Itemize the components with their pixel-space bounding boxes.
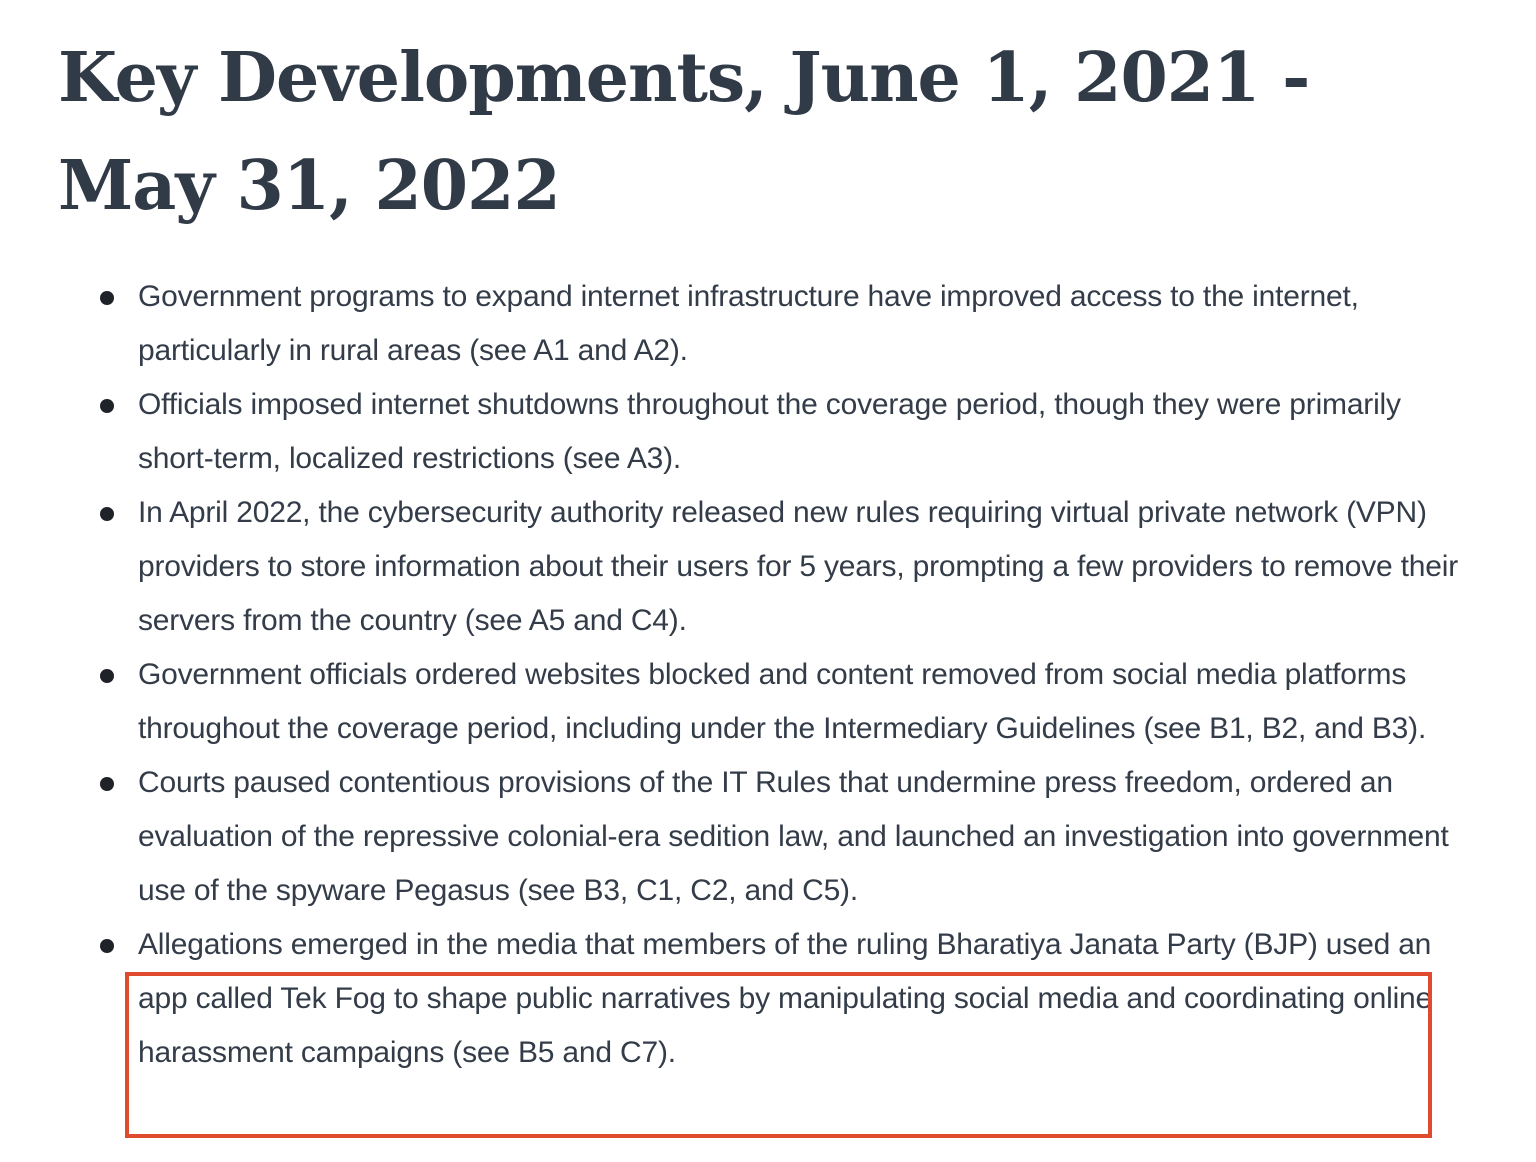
bullet-icon (100, 291, 114, 305)
list-item-text: Government programs to expand internet infrastructure have improved access to the internet, particularly in rural areas (see A1 and A2). (138, 280, 1359, 367)
list-item (58, 486, 1478, 648)
list-item (58, 270, 1478, 378)
page-title: Key Developments, June 1, 2021 - May 31, 2022 (58, 38, 1310, 226)
list-item-text: Allegations emerged in the media that members of the ruling Bharatiya Janata Party (BJP) used an app called Tek Fog to shape public narratives by manipulating social media and coordinating online harassment campaigns (see B5 and C7). (138, 928, 1432, 1069)
key-developments-list (58, 270, 1478, 1080)
list-item-text: Officials imposed internet shutdowns throughout the coverage period, though they were primarily short-term, localized restrictions (see A3). (138, 388, 1401, 475)
bullet-icon (100, 777, 114, 791)
bullet-icon (100, 399, 114, 413)
bullet-icon (100, 669, 114, 683)
bullet-icon (100, 507, 114, 521)
list-item (58, 648, 1478, 756)
bullet-icon (100, 939, 114, 953)
list-item-text: Courts paused contentious provisions of the IT Rules that undermine press freedom, ordered an evaluation of the repressive colonial-era sedition law, and launched an investigation into government use of the spyware Pegasus (see B3, C1, C2, and C5). (138, 766, 1449, 907)
list-item (58, 756, 1478, 918)
article (58, 0, 1498, 1069)
list-item (58, 378, 1478, 486)
list-item-text: Government officials ordered websites blocked and content removed from social media platforms throughout the coverage period, including under the Intermediary Guidelines (see B1, B2, and B3). (138, 658, 1427, 745)
list-item-text: In April 2022, the cybersecurity authority released new rules requiring virtual private network (VPN) providers to store information about their users for 5 years, prompting a few providers to remove their servers from the country (see A5 and C4). (138, 496, 1459, 637)
list-item-highlighted (58, 918, 1478, 1080)
